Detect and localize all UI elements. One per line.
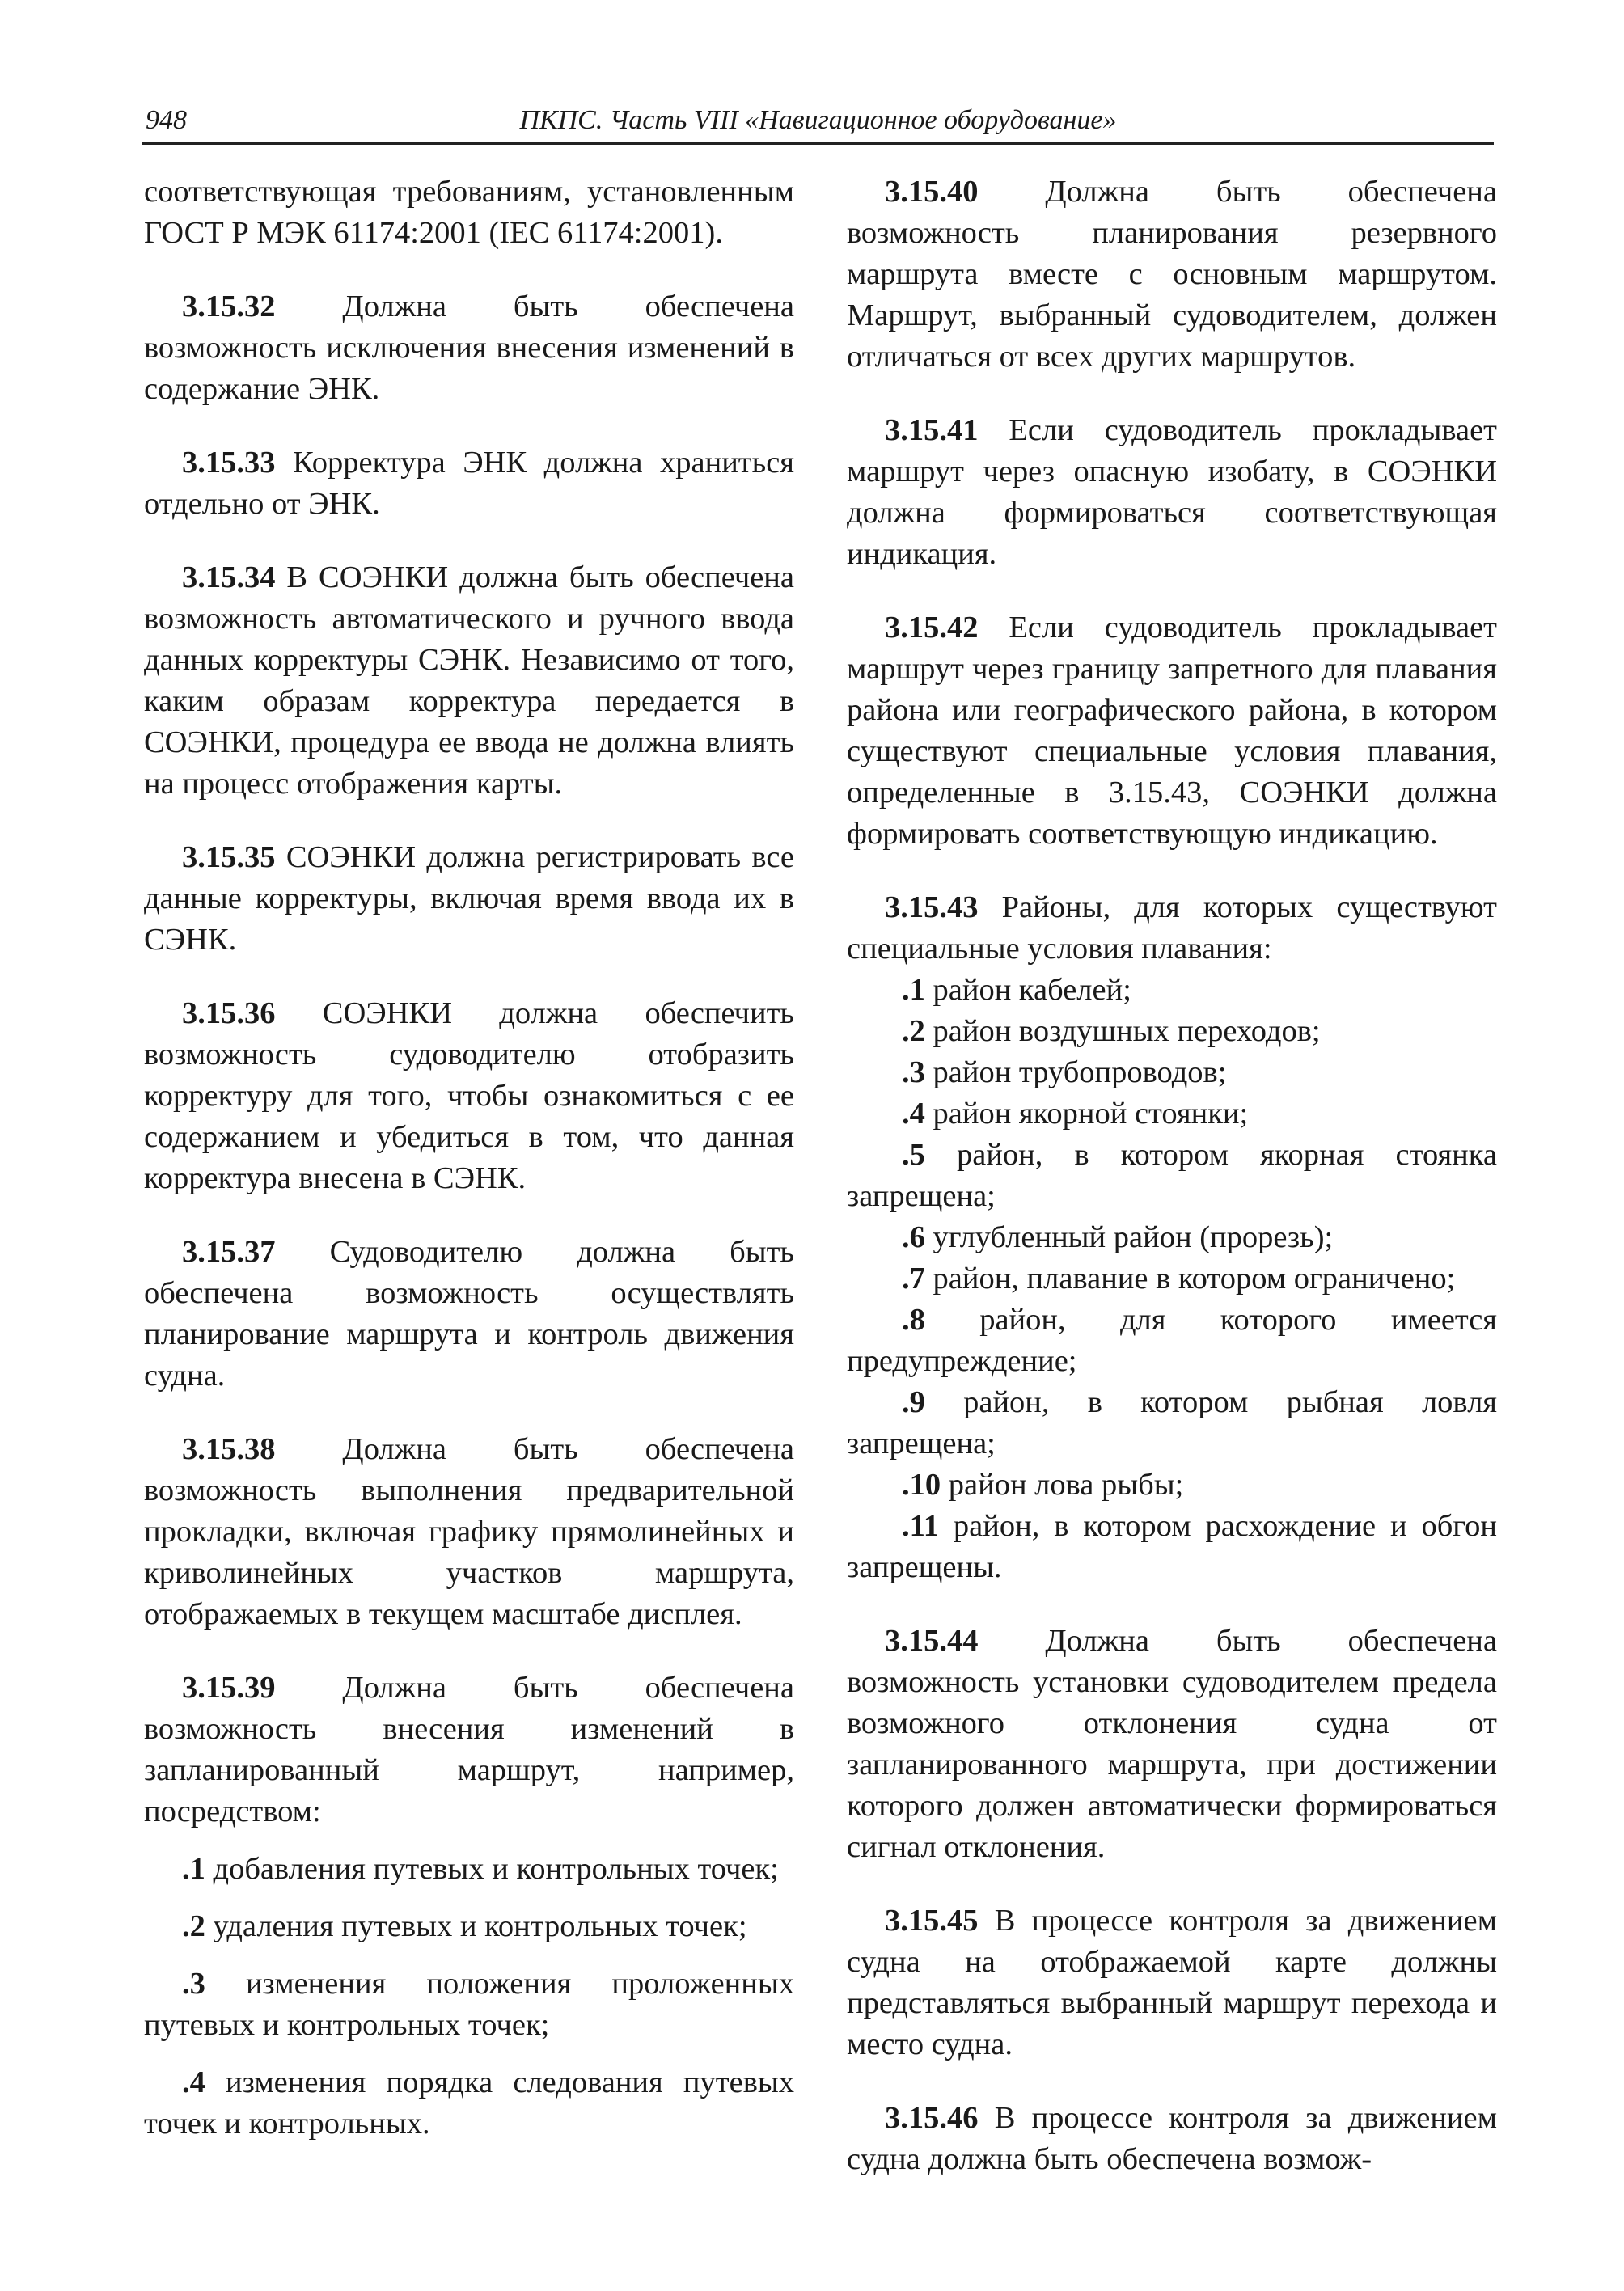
running-title: ПКПС. Часть VIII «Навигационное оборудование» <box>519 105 1117 135</box>
clause-number: 3.15.35 <box>182 840 276 874</box>
paragraph-3-15-33 <box>144 442 794 525</box>
list-item <box>144 2062 794 2145</box>
clause-text: Должна быть обеспечена возможность внесения изменений в запланированный маршрут, например, посредством: <box>144 1671 794 1828</box>
clause-number: 3.15.38 <box>182 1432 276 1466</box>
list-item <box>847 1258 1497 1300</box>
paragraph-3-15-39 <box>144 1668 794 1832</box>
list-item-number: .1 <box>182 1852 205 1886</box>
page-number: 948 <box>146 105 187 135</box>
paragraph-3-15-38 <box>144 1429 794 1635</box>
list-item-text: район, плавание в котором ограничено; <box>924 1262 1456 1296</box>
list-item <box>847 1011 1497 1052</box>
list-item-number: .3 <box>182 1967 205 2001</box>
list-item-text: район лова рыбы; <box>941 1468 1184 1502</box>
paragraph-3-15-32 <box>144 286 794 410</box>
clause-number: 3.15.37 <box>182 1235 276 1269</box>
list-item <box>847 1093 1497 1135</box>
clause-text: Должна быть обеспечена возможность планирования резервного маршрута вместе с основным маршрутом. Маршрут, выбранный судоводителем, должен отличаться от всех других маршрутов. <box>847 175 1497 374</box>
list-item <box>144 1906 794 1947</box>
list-item-number: .3 <box>902 1055 925 1089</box>
clause-number: 3.15.32 <box>182 290 276 323</box>
clause-number: 3.15.40 <box>885 175 979 209</box>
list-item-text: удаления путевых и контрольных точек; <box>205 1909 747 1943</box>
list-item-text: район, в котором рыбная ловля запрещена; <box>847 1385 1497 1460</box>
paragraph-3-15-37 <box>144 1232 794 1397</box>
clause-number: 3.15.42 <box>885 611 979 645</box>
clause-text: СОЭНКИ должна регистрировать все данные корректуры, включая время ввода их в СЭНК. <box>144 840 794 957</box>
list-item <box>144 1849 794 1890</box>
clause-text: Должна быть обеспечена возможность исключения внесения изменений в содержание ЭНК. <box>144 290 794 406</box>
clause-number: 3.15.45 <box>885 1904 979 1938</box>
clause-text: Районы, для которых существуют специальные условия плавания: <box>847 890 1497 966</box>
list-item-number: .8 <box>902 1303 925 1337</box>
clause-text: Если судоводитель прокладывает маршрут через границу запретного для плавания района или географического района, в котором существуют специальные условия плавания, определенные в 3.15.43, СОЭНКИ должна формировать соответствующую индикацию. <box>847 611 1497 851</box>
page-header <box>142 97 1494 145</box>
paragraph-3-15-36 <box>144 993 794 1199</box>
list-item <box>847 1465 1497 1506</box>
list-item-text: изменения порядка следования путевых точек и контрольных. <box>144 2065 794 2141</box>
clause-number: 3.15.44 <box>885 1624 979 1658</box>
clause-text: Должна быть обеспечена возможность установки судоводителем предела возможного отклонения судна от запланированного маршрута, при достижении которого должен автоматически формироваться сигнал отклонения. <box>847 1624 1497 1864</box>
clause-number: 3.15.36 <box>182 996 276 1030</box>
list-item-text: район якорной стоянки; <box>924 1097 1249 1131</box>
clause-number: 3.15.39 <box>182 1671 276 1705</box>
list-item-text: район воздушных переходов; <box>924 1014 1321 1048</box>
list-item-number: .5 <box>902 1138 925 1172</box>
clause-text: Если судоводитель прокладывает маршрут через опасную изобату, в СОЭНКИ должна формироваться соответствующая индикация. <box>847 413 1497 571</box>
clause-number: 3.15.33 <box>182 446 276 480</box>
list-item-number: .9 <box>902 1385 925 1419</box>
list-item <box>847 1382 1497 1465</box>
list-item <box>847 1217 1497 1258</box>
list-item-text: район, в котором расхождение и обгон запрещены. <box>847 1509 1497 1584</box>
list-item-text: изменения положения проложенных путевых и контрольных точек; <box>144 1967 794 2042</box>
clause-number: 3.15.41 <box>885 413 979 447</box>
clause-number: 3.15.46 <box>885 2101 979 2135</box>
right-column <box>847 171 1497 2213</box>
list-item-number: .4 <box>902 1097 925 1131</box>
list-item-number: .10 <box>902 1468 941 1502</box>
list-item-number: .7 <box>902 1262 925 1296</box>
list-item-text: углубленный район (прорезь); <box>924 1220 1334 1254</box>
list-item <box>847 1052 1497 1093</box>
list-item-text: добавления путевых и контрольных точек; <box>205 1852 779 1886</box>
paragraph-3-15-46 <box>847 2098 1497 2180</box>
left-column <box>144 171 794 2145</box>
clause-text: Судоводителю должна быть обеспечена возможность осуществлять планирование маршрута и контроль движения судна. <box>144 1235 794 1393</box>
list-item <box>847 1506 1497 1588</box>
clause-text: В процессе контроля за движением судна на отображаемой карте должны представляться выбранный маршрут перехода и место судна. <box>847 1904 1497 2061</box>
list-item-number: .4 <box>182 2065 205 2099</box>
paragraph-3-15-35 <box>144 837 794 961</box>
paragraph-3-15-42 <box>847 607 1497 855</box>
paragraph-3-15-45 <box>847 1900 1497 2065</box>
clause-number: 3.15.34 <box>182 560 276 594</box>
list-item <box>847 1135 1497 1217</box>
list-item <box>144 1963 794 2046</box>
paragraph-3-15-34 <box>144 557 794 805</box>
clause-number: 3.15.43 <box>885 890 979 924</box>
clause-text: Корректура ЭНК должна храниться отдельно от ЭНК. <box>144 446 794 521</box>
list-item <box>847 970 1497 1011</box>
paragraph-intro: соответствующая требованиям, установленным ГОСТ Р МЭК 61174:2001 (IEC 61174:2001). <box>144 175 794 250</box>
paragraph-3-15-40 <box>847 171 1497 378</box>
list-item-number: .2 <box>182 1909 205 1943</box>
list-item <box>847 1300 1497 1382</box>
list-item-text: район, для которого имеется предупреждение; <box>847 1303 1497 1378</box>
list-item-number: .11 <box>902 1509 940 1543</box>
paragraph-3-15-44 <box>847 1621 1497 1868</box>
list-item-number: .6 <box>902 1220 925 1254</box>
list-item-text: район кабелей; <box>924 973 1131 1007</box>
paragraph-3-15-43 <box>847 887 1497 970</box>
list-item-number: .2 <box>902 1014 925 1048</box>
clause-text: В процессе контроля за движением судна должна быть обеспечена возмож- <box>847 2101 1497 2176</box>
clause-text: В СОЭНКИ должна быть обеспечена возможность автоматического и ручного ввода данных корректуры СЭНК. Независимо от того, каким образам корректура передается в СОЭНКИ, процедура ее ввода не должна влиять на процесс отображения карты. <box>144 560 794 801</box>
paragraph-3-15-41 <box>847 410 1497 575</box>
clause-text: Должна быть обеспечена возможность выполнения предварительной прокладки, включая графику прямолинейных и криволинейных участков маршрута, отображаемых в текущем масштабе дисплея. <box>144 1432 794 1631</box>
clause-text: СОЭНКИ должна обеспечить возможность судоводителю отобразить корректуру для того, чтобы ознакомиться с ее содержанием и убедиться в том, что данная корректура внесена в СЭНК. <box>144 996 794 1195</box>
list-item-text: район, в котором якорная стоянка запрещена; <box>847 1138 1497 1213</box>
list-item-number: .1 <box>902 973 925 1007</box>
list-item-text: район трубопроводов; <box>924 1055 1227 1089</box>
